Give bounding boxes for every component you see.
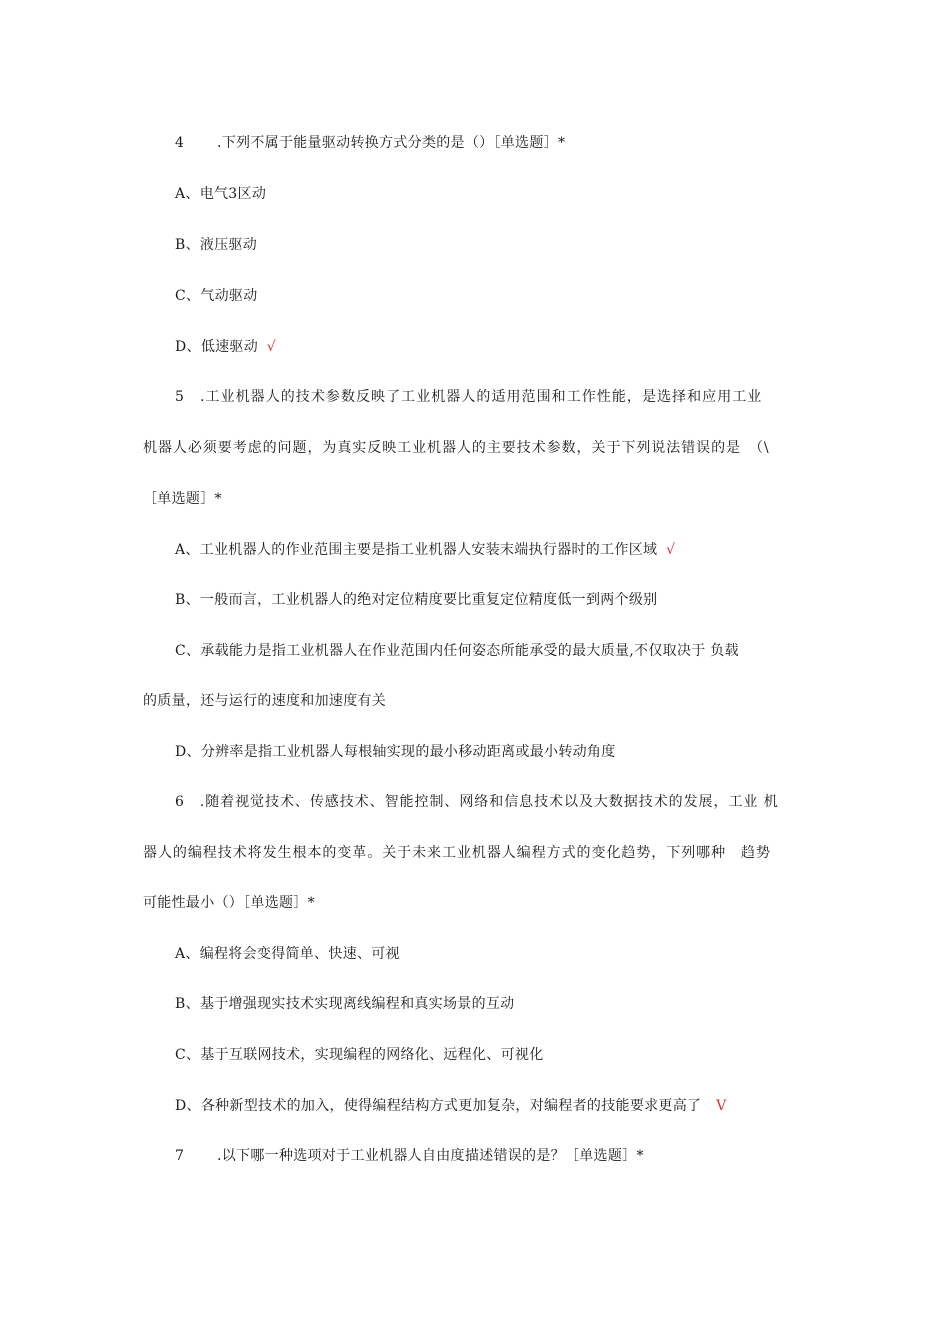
q4-option-b[interactable] (175, 235, 257, 255)
q6-option-a[interactable] (175, 944, 400, 964)
q5-option-b[interactable] (175, 590, 658, 610)
option-label: A、工业机器人的作业范围主要是指工业机器人安装末端执行器时的工作区域 (175, 542, 658, 558)
option-label: C、承载能力是指工业机器人在作业范围内任何姿态所能承受的最大质量,不仅取决于 负载 (175, 643, 739, 659)
question-5-stem-line-3: ［单选题］* (143, 491, 222, 507)
q4-option-c[interactable] (175, 286, 258, 306)
question-5-stem-line-1: 5 .工业机器人的技术参数反映了工业机器人的适用范围和工作性能，是选择和应用工业 (175, 389, 763, 405)
q6-option-d[interactable] (175, 1096, 727, 1116)
option-label: A、编程将会变得简单、快速、可视 (175, 946, 400, 962)
option-label: D、分辨率是指工业机器人每根轴实现的最小移动距离或最小转动角度 (175, 744, 616, 760)
option-label: B、基于增强现实技术实现离线编程和真实场景的互动 (175, 996, 515, 1012)
question-4-stem: .下列不属于能量驱动转换方式分类的是（）［单选题］* (217, 135, 566, 151)
question-6-stem-line-2: 器人的编程技术将发生根本的变革。关于未来工业机器人编程方式的变化趋势，下列哪种 趋势 (143, 845, 771, 861)
q6-option-c[interactable] (175, 1045, 544, 1065)
q5-option-c-line-1[interactable] (175, 641, 739, 661)
q5-option-d[interactable] (175, 742, 616, 762)
question-6-stem-line-3: 可能性最小（）［单选题］* (143, 895, 315, 911)
q4-option-a[interactable] (175, 184, 266, 204)
question-7-number: 7 (175, 1148, 184, 1164)
option-label: D、各种新型技术的加入，使得编程结构方式更加复杂，对编程者的技能要求更高了 (175, 1098, 702, 1114)
q6-option-b[interactable] (175, 994, 515, 1014)
option-label: C、气动驱动 (175, 288, 258, 304)
question-5-stem-line-2: 机器人必须要考虑的问题，为真实反映工业机器人的主要技术参数，关于下列说法错误的是 （\ (143, 440, 770, 456)
correct-mark-icon: V (716, 1098, 727, 1114)
q5-option-a[interactable] (175, 540, 675, 560)
option-label: B、液压驱动 (175, 237, 258, 253)
option-label: A、电气3区动 (175, 186, 267, 202)
q4-option-d[interactable] (175, 337, 276, 357)
option-label: C、基于互联网技术，实现编程的网络化、远程化、可视化 (175, 1047, 544, 1063)
question-4-number: 4 (175, 135, 184, 151)
correct-mark-icon: √ (266, 339, 277, 355)
option-label: D、低速驱动 (175, 339, 259, 355)
correct-mark-icon: √ (666, 542, 676, 558)
q5-option-c-line-2: 的质量，还与运行的速度和加速度有关 (143, 693, 387, 709)
question-7-stem: .以下哪一种选项对于工业机器人自由度描述错误的是？［单选题］* (217, 1148, 644, 1164)
option-label: B、一般而言，工业机器人的绝对定位精度要比重复定位精度低一到两个级别 (175, 592, 658, 608)
question-6-stem-line-1: 6 .随着视觉技术、传感技术、智能控制、网络和信息技术以及大数据技术的发展，工业 机 (175, 794, 779, 810)
